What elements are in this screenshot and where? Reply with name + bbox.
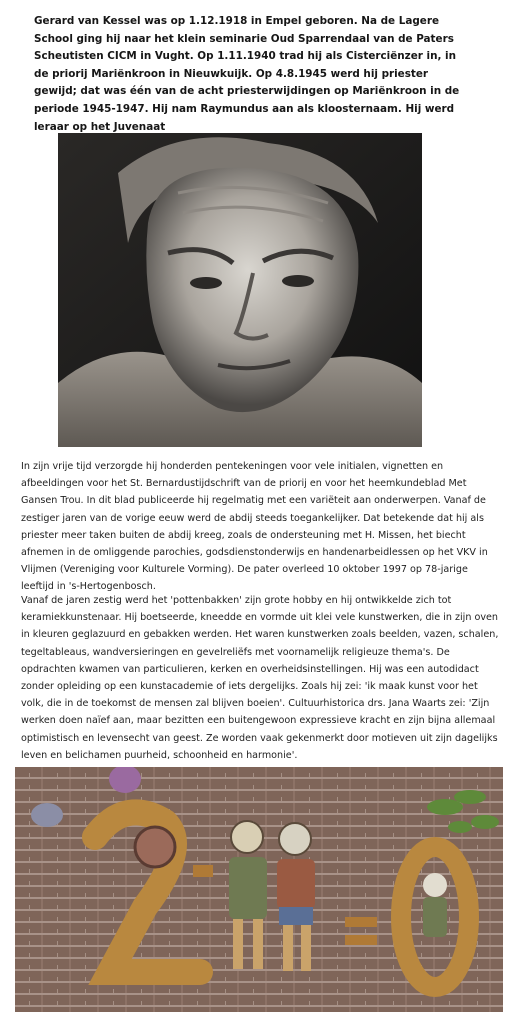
paragraph-1: In zijn vrije tijd verzorgde hij honderden pentekeningen voor vele initialen, vignetten en afbeeldingen voor het St. Bernardustijdschrift van de priorij en voor het heemkundeblad Met Gansen Trou. In dit blad publiceerde hij regelmatig met een variëteit aan onderwerpen. Vanaf de zestiger jaren van de vorige eeuw werd de abdij steeds toegankelijker. Dat betekende dat hij als priester meer taken buiten de abdij kreeg, zoals de ondersteuning met H. Missen, het biecht afnemen in de omliggende parochies, godsdienstonderwijs en handenarbeidlessen op het VKV in Vlijmen (Vereniging voor Kulturele Vorming). De pater overleed 10 oktober 1997 op 78-jarige leeftijd in 's-Hertogenbosch. (21, 461, 488, 593)
ceramic-mural-photo (15, 767, 503, 1012)
portrait-photo (58, 133, 422, 447)
paragraph-2: Vanaf de jaren zestig werd het 'pottenbakken' zijn grote hobby en hij ontwikkelde zich tot keramiekkunstenaar. Hij boetseerde, kneedde en vormde uit klei vele kunstwerken, die in zijn oven in kleuren geglazuurd en gebakken werden. Het waren kunstwerken zoals beelden, vazen, schalen, tegeltableaus, wandversieringen en gevelreliëfs met voornamelijk religieuze thema's. De opdrachten kwamen van particulieren, kerken en overheidsinstellingen. Hij was een autodidact zonder opleiding op een kunstacademie of iets dergelijks. Zoals hij zei: 'ik maak kunst voor het volk, die in de toekomst de mensen zal blijven boeien'. Cultuurhistorica drs. Jana Waarts zei: 'Zijn werken doen naïef aan, maar bezitten een buitengewoon expressieve kracht en zijn bijna allemaal optimistisch en levensecht van geest. Ze worden vaak gekenmerkt door motieven uit zijn dagelijks leven en belichamen puurheid, schoonheid en harmonie'. (21, 595, 499, 761)
intro-paragraph: Gerard van Kessel was op 1.12.1918 in Empel geboren. Na de Lagere School ging hij naar het klein seminarie Oud Sparrendaal van de Paters Scheutisten CICM in Vught. Op 1.11.1940 trad hij als Cisterciënzer in, in de priorij Mariënkroon in Nieuwkuijk. Op 4.8.1945 werd hij priester gewijd; dat was één van de acht priesterwijdingen op Mariënkroon in de periode 1945-1947. Hij nam Raymundus aan als kloosternaam. Hij werd leraar op het Juvenaat (34, 15, 460, 133)
